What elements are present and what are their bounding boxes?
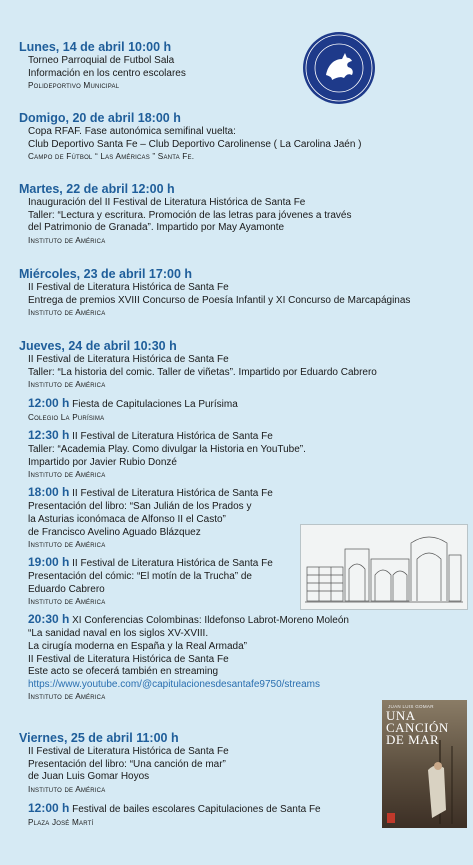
event-place: Polideportivo Municipal <box>28 81 120 91</box>
sub-event-time: 12:00 h <box>28 396 70 411</box>
event-place: Instituto de América <box>28 692 106 702</box>
sub-event-first-line <box>19 485 377 501</box>
event-line: Entrega de premios XVIII Concurso de Poesía Infantil y XI Concurso de Marcapáginas <box>28 294 411 306</box>
event-line: Copa RFAF. Fase autonómica semifinal vuelta: <box>28 126 236 137</box>
sub-event-first-line <box>19 396 377 412</box>
event-line: Taller: “Academia Play. Como divulgar la Historia en YouTube”. <box>28 444 306 456</box>
event-place: Instituto de América <box>28 380 106 390</box>
event-line: de Francisco Avelino Aguado Blázquez <box>28 526 201 538</box>
event-line: “La sanidad naval en los siglos XV-XVIII. <box>28 628 209 640</box>
publisher-logo-icon <box>387 813 395 823</box>
event-line: Presentación del libro: “San Julián de los Prados y <box>28 501 252 513</box>
event-line: Presentación del libro: “Una canción de mar” <box>28 758 226 770</box>
event-line: Eduardo Cabrero <box>28 583 105 595</box>
event-line: Presentación del cómic: “El motín de la Trucha” de <box>28 571 252 583</box>
event-line: Inauguración del II Festival de Literatura Histórica de Santa Fe <box>28 197 306 208</box>
day-title: Jueves, 24 de abril 10:30 h <box>19 339 177 353</box>
event-day-monday <box>19 40 186 92</box>
sub-event-time: 19:00 h <box>28 555 70 570</box>
sub-event-text: Fiesta de Capitulaciones La Purísima <box>69 399 238 411</box>
book-cover-image <box>382 700 467 828</box>
day-title: Domigo, 20 de abril 18:00 h <box>19 111 181 125</box>
event-day-tuesday <box>19 182 351 247</box>
sub-event-text: II Festival de Literatura Histórica de Santa Fe <box>69 558 273 570</box>
cover-author: JUAN LUIS GOMAR <box>388 704 434 709</box>
event-day-friday <box>19 731 321 829</box>
ship-figure-illustration <box>422 740 462 824</box>
sub-event-text: Festival de bailes escolares Capitulaciones de Santa Fe <box>69 803 321 815</box>
sub-event <box>19 396 377 424</box>
church-elevation-drawing <box>300 524 468 610</box>
event-line: del Patrimonio de Granada”. Impartido por May Ayamonte <box>28 222 285 234</box>
day-title: Miércoles, 23 de abril 17:00 h <box>19 267 192 281</box>
event-line: Este acto se ofecerá también en streaming <box>28 666 219 678</box>
event-day-sunday <box>19 111 362 163</box>
event-day-thursday <box>19 339 377 703</box>
sub-event <box>19 801 321 829</box>
event-line: Club Deportivo Santa Fe – Club Deportivo Carolinense ( La Carolina Jaén ) <box>28 138 362 150</box>
event-line: Taller: “La historia del comic. Taller de viñetas”. Impartido por Eduardo Cabrero <box>28 366 377 378</box>
event-place: Instituto de América <box>28 597 106 607</box>
sub-event-first-line <box>19 428 377 444</box>
day-title: Martes, 22 de abril 12:00 h <box>19 182 175 196</box>
sub-event-text: II Festival de Literatura Histórica de Santa Fe <box>69 488 273 500</box>
event-place: Plaza José Martí <box>28 817 94 827</box>
sub-event <box>19 428 377 481</box>
sub-event <box>19 612 377 703</box>
sub-event-time: 12:30 h <box>28 428 70 443</box>
sub-event-first-line <box>19 612 377 628</box>
event-line: La cirugía moderna en España y la Real Armada” <box>28 640 248 652</box>
event-place: Instituto de América <box>28 784 106 794</box>
cover-title: UNA CANCIÓN DE MAR <box>386 708 449 747</box>
event-line: Taller: “Lectura y escritura. Promoción de las letras para jóvenes a través <box>28 209 352 221</box>
event-place: Colegio La Purísima <box>28 413 105 423</box>
sub-event-text: II Festival de Literatura Histórica de Santa Fe <box>69 431 273 443</box>
day-title: Viernes, 25 de abril 11:00 h <box>19 731 179 745</box>
event-line: de Juan Luis Gomar Hoyos <box>28 771 150 783</box>
event-line: II Festival de Literatura Histórica de Santa Fe <box>28 746 229 757</box>
event-place: Campo de Fútbol “ Las Américas ” Santa Fe. <box>28 152 195 162</box>
event-day-wednesday <box>19 267 410 319</box>
sub-event-time: 20:30 h <box>28 612 70 627</box>
event-place: Instituto de América <box>28 235 106 245</box>
event-line: Impartido por Javier Rubio Donzé <box>28 456 177 468</box>
youtube-stream-link[interactable]: https://www.youtube.com/@capitulacionesdesantafe9750/streams <box>28 678 320 690</box>
event-line: II Festival de Literatura Histórica de Santa Fe <box>28 354 229 365</box>
event-place: Instituto de América <box>28 308 106 318</box>
sub-event-text: XI Conferencias Colombinas: Ildefonso Labrot-Moreno Moleón <box>69 615 349 627</box>
event-place: Instituto de América <box>28 470 106 480</box>
event-line: Información en los centro escolares <box>28 67 186 79</box>
sub-event-first-line <box>19 801 321 817</box>
emblem-seal-icon <box>302 31 376 105</box>
event-line: la Asturias iconómaca de Alfonso II el Casto” <box>28 513 226 525</box>
event-line: II Festival de Literatura Histórica de Santa Fe <box>28 653 229 665</box>
day-title: Lunes, 14 de abril 10:00 h <box>19 40 172 54</box>
event-place: Instituto de América <box>28 540 106 550</box>
event-line: II Festival de Literatura Histórica de Santa Fe <box>28 282 229 293</box>
event-line: Torneo Parroquial de Futbol Sala <box>28 55 175 66</box>
sub-event-time: 12:00 h <box>28 800 70 815</box>
sub-event-time: 18:00 h <box>28 485 70 500</box>
